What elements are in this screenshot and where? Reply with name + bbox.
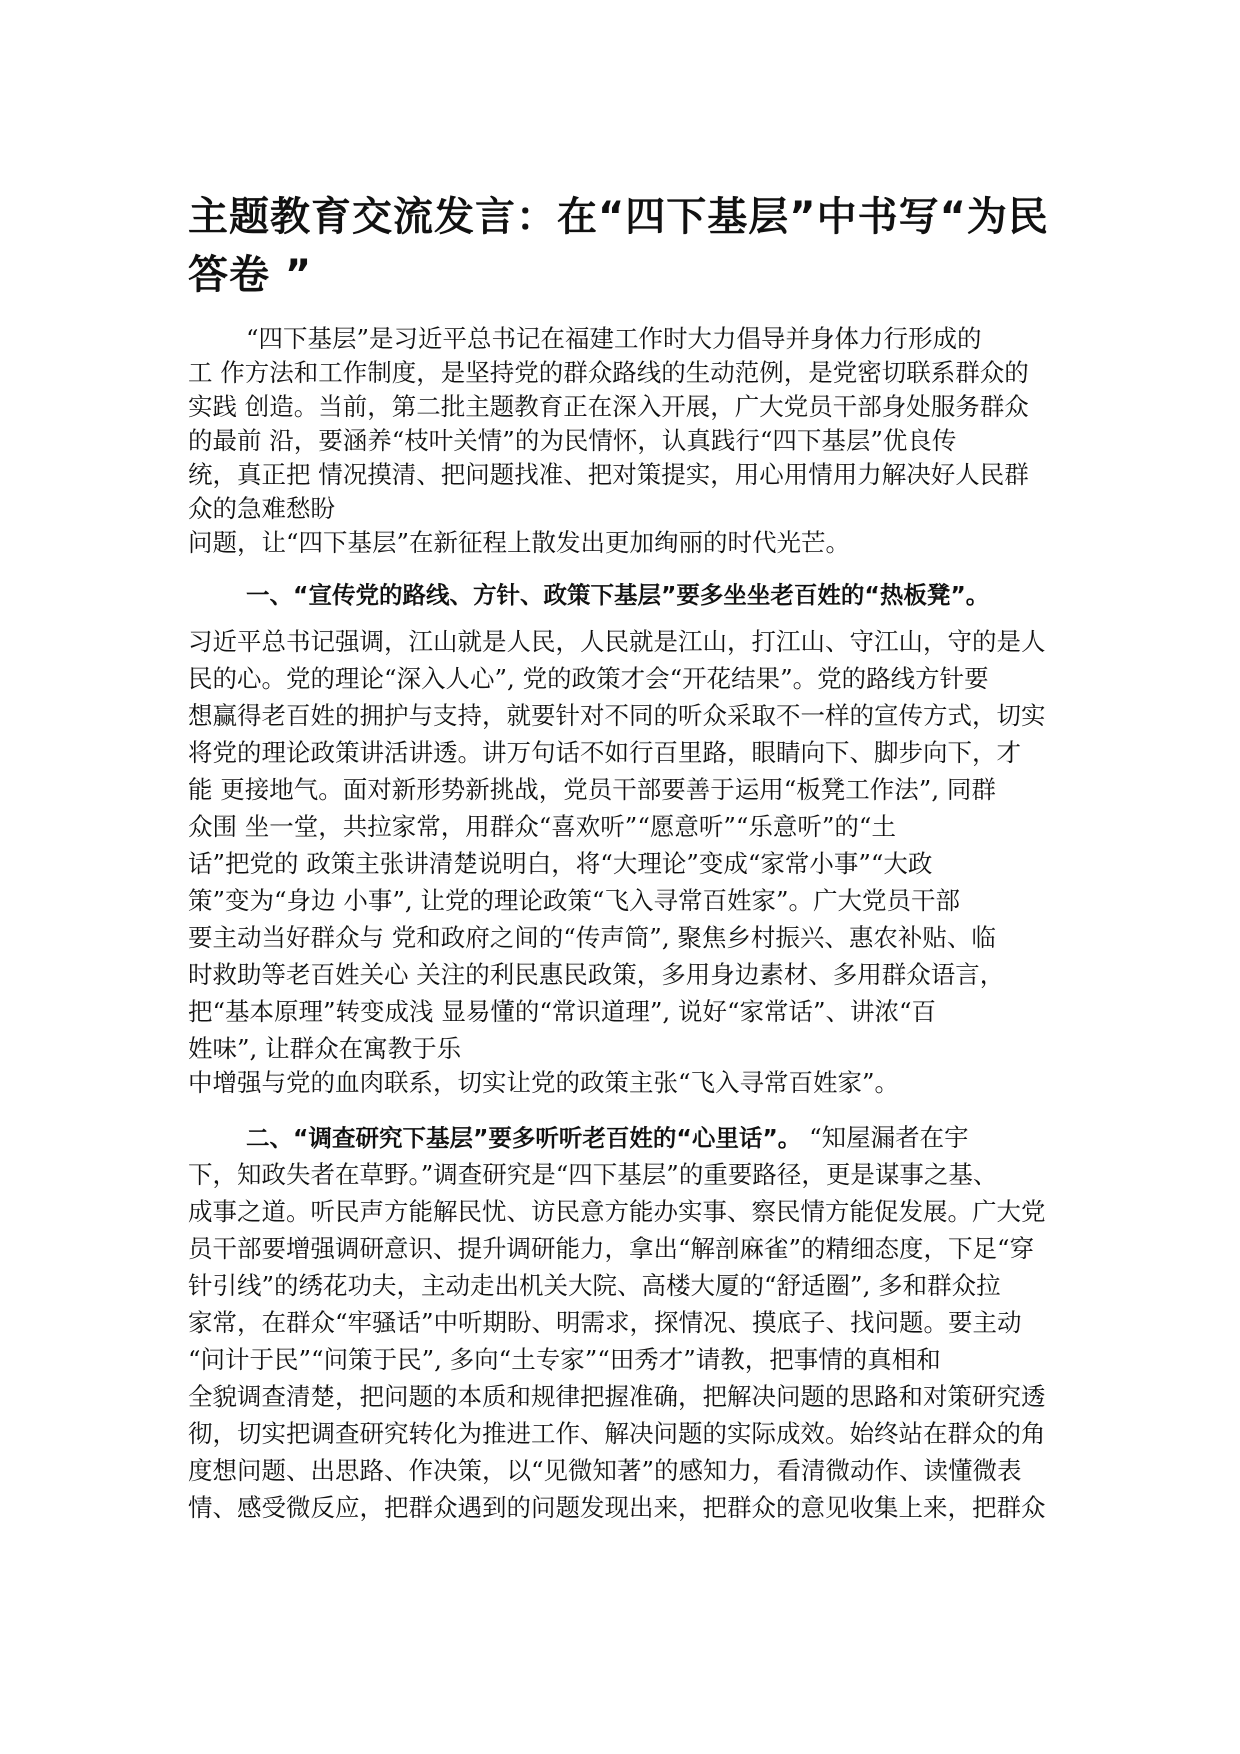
intro-line: “四下基层”是习近平总书记在福建工作时大力倡导并身体力行形成的 bbox=[246, 324, 982, 353]
section-1-line: 时救助等老百姓关心 关注的利民惠民政策，多用身边素材、多用群众语言， bbox=[188, 960, 1005, 989]
intro-line: 实践 创造。当前，第二批主题教育正在深入开展，广大党员干部身处服务群众 bbox=[188, 392, 1029, 421]
section-2-line: 家常，在群众“牢骚话”中听期盼、明需求，探情况、摸底子、找问题。要主动 bbox=[188, 1308, 1022, 1337]
section-1-line: 话”把党的 政策主张讲清楚说明白，将“大理论”变成“家常小事”“大政 bbox=[188, 849, 933, 878]
section-2-line: 下，知政失者在草野。”调查研究是“四下基层”的重要路径，更是谋事之基、 bbox=[188, 1160, 998, 1189]
section-2-line: 度想问题、出思路、作决策，以“见微知著”的感知力，看清微动作、读懂微表 bbox=[188, 1456, 1022, 1485]
intro-line: 工 作方法和工作制度，是坚持党的群众路线的生动范例，是党密切联系群众的 bbox=[188, 358, 1029, 387]
section-2-line: 员干部要增强调研意识、提升调研能力，拿出“解剖麻雀”的精细态度，下足“穿 bbox=[188, 1234, 1035, 1263]
section-1-line: 民的心。党的理论“深入人心”, 党的政策才会“开花结果”。党的路线方针要 bbox=[188, 664, 989, 693]
section-1-line: 中增强与党的血肉联系，切实让党的政策主张“飞入寻常百姓家”。 bbox=[188, 1068, 900, 1097]
section-1-line: 想赢得老百姓的拥护与支持，就要针对不同的听众采取不一样的宣传方式，切实 bbox=[188, 701, 1046, 730]
section-1-line: 姓味”, 让群众在寓教于乐 bbox=[188, 1034, 462, 1063]
section-1-line: 要主动当好群众与 党和政府之间的“传声筒”, 聚焦乡村振兴、惠农补贴、临 bbox=[188, 923, 996, 952]
section-2-line: “问计于民”“问策于民”, 多向“土专家”“田秀才”请教，把事情的真相和 bbox=[188, 1345, 941, 1374]
section-2-quote-start: “知屋漏者在宇 bbox=[801, 1123, 969, 1152]
intro-line: 统，真正把 情况摸清、把问题找准、把对策提实，用心用情用力解决好人民群 bbox=[188, 460, 1029, 489]
section-1-line: 将党的理论政策讲活讲透。讲万句话不如行百里路，眼睛向下、脚步向下，才 bbox=[188, 738, 1021, 767]
intro-line: 的最前 沿，要涵养“枝叶关情”的为民情怀，认真践行“四下基层”优良传 bbox=[188, 426, 957, 455]
section-2-line: 针引线”的绣花功夫，主动走出机关大院、高楼大厦的“舒适圈”, 多和群众拉 bbox=[188, 1271, 1001, 1300]
section-2-line: 成事之道。听民声方能解民忧、访民意方能办实事、察民情方能促发展。广大党 bbox=[188, 1197, 1046, 1226]
section-1-line: 把“基本原理”转变成浅 显易懂的“常识道理”, 说好“家常话”、讲浓“百 bbox=[188, 997, 937, 1026]
section-2-first-line bbox=[246, 1121, 1058, 1155]
section-2-line: 情、感受微反应，把群众遇到的问题发现出来，把群众的意见收集上来，把群众 bbox=[188, 1493, 1046, 1522]
section-2-line: 全貌调查清楚，把问题的本质和规律把握准确，把解决问题的思路和对策研究透 bbox=[188, 1382, 1046, 1411]
intro-line: 众的急难愁盼 bbox=[188, 494, 335, 523]
section-2-line: 彻，切实把调查研究转化为推进工作、解决问题的实际成效。始终站在群众的角 bbox=[188, 1419, 1046, 1448]
document-title: 主题教育交流发言：在“四下基层”中书写“为民答卷 ” bbox=[188, 194, 1049, 298]
section-1-line: 能 更接地气。面对新形势新挑战，党员干部要善于运用“板凳工作法”, 同群 bbox=[188, 775, 996, 804]
section-1-line: 习近平总书记强调，江山就是人民，人民就是江山，打江山、守江山，守的是人 bbox=[188, 627, 1046, 656]
section-1-line: 众围 坐一堂，共拉家常，用群众“喜欢听”“愿意听”“乐意听”的“土 bbox=[188, 812, 896, 841]
intro-line: 问题，让“四下基层”在新征程上散发出更加绚丽的时代光芒。 bbox=[188, 528, 851, 557]
section-1-heading: 一、“宣传党的路线、方针、政策下基层”要多坐坐老百姓的“热板凳”。 bbox=[246, 581, 990, 609]
section-2-heading: 二、“调查研究下基层”要多听听老百姓的“心里话”。 bbox=[246, 1124, 802, 1152]
section-1-line: 策”变为“身边 小事”, 让党的理论政策“飞入寻常百姓家”。广大党员干部 bbox=[188, 886, 960, 915]
